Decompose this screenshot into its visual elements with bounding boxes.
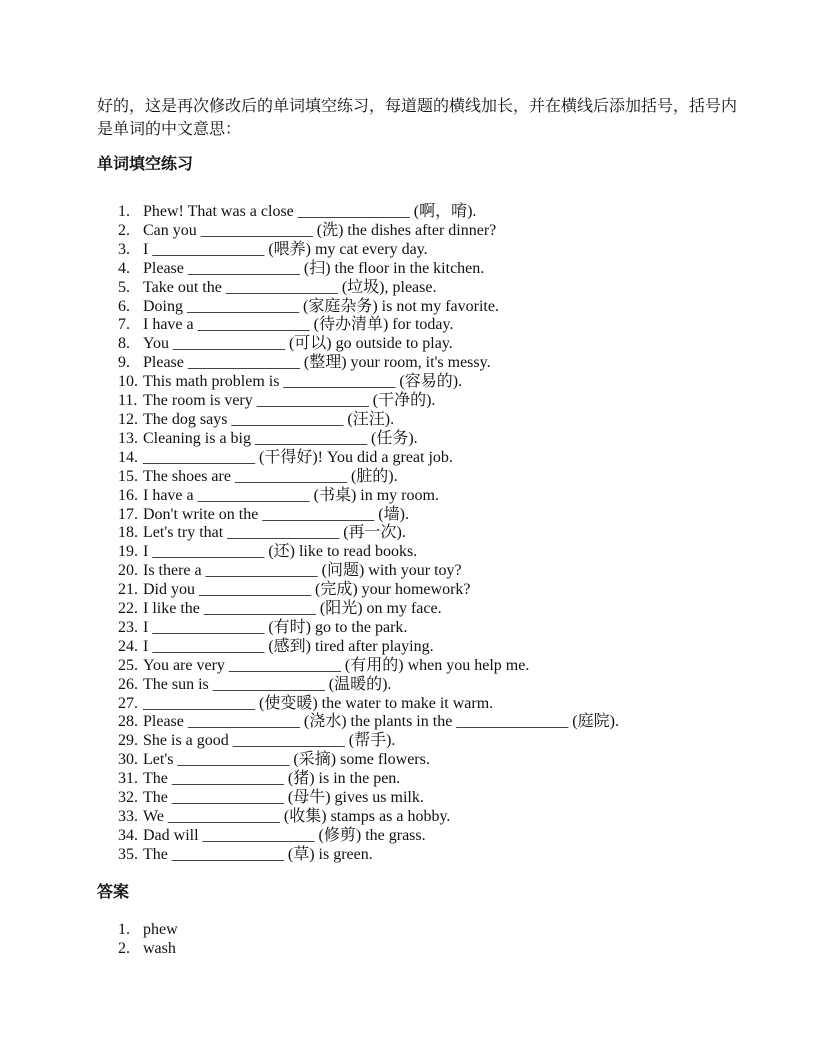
exercise-item [118,846,739,865]
item-text: ______________ (使变暖) the water to make it warm. [143,694,494,712]
exercise-item [118,619,739,638]
exercise-item [118,260,739,279]
exercise-item [118,411,739,430]
item-text: Please ______________ (扫) the floor in the kitchen. [143,259,485,277]
item-text: wash [143,939,176,957]
answer-item [118,921,739,940]
item-text: You ______________ (可以) go outside to play. [143,335,453,353]
exercise-item [118,487,739,506]
exercise-item [118,789,739,808]
item-number: 33. [118,808,138,825]
item-text: I ______________ (感到) tired after playing. [143,637,434,655]
item-text: Let's try that ______________ (再一次). [143,524,406,542]
exercise-item [118,770,739,789]
item-text: The ______________ (母牛) gives us milk. [143,789,424,807]
item-number: 22. [118,600,138,618]
exercise-item [118,241,739,260]
exercise-item [118,506,739,525]
exercise-item [118,827,739,846]
item-number: 32. [118,789,138,807]
item-text: Can you ______________ (洗) the dishes after dinner? [143,221,497,239]
exercise-item [118,335,739,354]
exercise-item [118,430,739,449]
item-number: 12. [118,410,138,428]
item-text: Don't write on the ______________ (墙). [143,505,409,523]
item-text: We ______________ (收集) stamps as a hobby. [143,808,451,825]
item-number: 30. [118,751,138,769]
item-number: 8. [118,335,130,353]
exercise-item [118,449,739,468]
exercise-item [118,392,739,411]
item-text: Doing ______________ (家庭杂务) is not my favorite. [143,297,499,315]
exercise-item [118,638,739,657]
item-number: 28. [118,713,138,731]
exercise-item [118,222,739,241]
item-text: The sun is ______________ (温暖的). [143,675,392,693]
item-number: 31. [118,770,138,788]
exercise-item [118,713,739,732]
item-number: 27. [118,694,138,712]
exercise-heading: 单词填空练习 [97,156,194,173]
item-number: 18. [118,524,138,542]
item-text: This math problem is ______________ (容易的). [143,373,463,391]
item-number: 5. [118,278,130,296]
item-number: 35. [118,845,138,863]
exercise-item [118,316,739,335]
exercise-item [118,751,739,770]
item-number: 24. [118,637,138,655]
item-number: 9. [118,354,130,372]
answers-heading: 答案 [97,883,130,901]
item-number: 14. [118,448,138,466]
item-text: I have a ______________ (书桌) in my room. [143,486,439,504]
item-text: Please ______________ (整理) your room, it's messy. [143,354,491,372]
item-number: 2. [118,939,130,957]
item-text: Cleaning is a big ______________ (任务). [143,429,418,447]
exercise-item [118,695,739,714]
item-text: The ______________ (猪) is in the pen. [143,770,401,788]
exercise-item [118,808,739,827]
item-text: Dad will ______________ (修剪) the grass. [143,826,426,844]
item-text: The shoes are ______________ (脏的). [143,467,398,485]
item-number: 1. [118,203,130,220]
exercise-item [118,524,739,543]
item-number: 19. [118,543,138,561]
item-text: Did you ______________ (完成) your homework? [143,581,471,599]
exercise-item [118,373,739,392]
item-number: 10. [118,373,138,391]
exercise-item [118,676,739,695]
exercise-item [118,543,739,562]
item-number: 3. [118,240,130,258]
exercise-item [118,279,739,298]
item-number: 11. [118,392,138,410]
item-number: 4. [118,259,130,277]
item-text: I like the ______________ (阳光) on my face. [143,600,442,618]
item-text: phew [143,920,178,938]
item-number: 16. [118,486,138,504]
item-text: I have a ______________ (待办清单) for today. [143,316,454,334]
exercise-item [118,468,739,487]
item-number: 21. [118,581,138,599]
item-text: Let's ______________ (采摘) some flowers. [143,751,430,769]
item-number: 26. [118,675,138,693]
item-text: She is a good ______________ (帮手). [143,732,396,750]
exercise-item [118,203,739,222]
item-text: The ______________ (草) is green. [143,845,373,863]
item-text: The dog says ______________ (汪汪). [143,410,395,428]
item-text: Please ______________ (浇水) the plants in the ______________ (庭院). [143,713,619,731]
item-text: I ______________ (喂养) my cat every day. [143,240,428,258]
item-number: 2. [118,221,130,239]
exercise-item [118,581,739,600]
item-text: The room is very ______________ (干净的). [143,392,436,410]
item-text: I ______________ (还) like to read books. [143,543,418,561]
item-number: 1. [118,920,130,938]
answers-list [118,921,739,959]
item-number: 13. [118,429,138,447]
item-text: ______________ (干得好)! You did a great job. [143,448,453,466]
item-number: 15. [118,467,138,485]
exercise-item [118,298,739,317]
item-text: You are very ______________ (有用的) when you help me. [143,656,530,674]
exercise-item [118,562,739,581]
item-number: 17. [118,505,138,523]
item-text: Phew! That was a close ______________ (啊，唷). [143,203,477,220]
item-number: 29. [118,732,138,750]
intro-paragraph: 好的，这是再次修改后的单词填空练习，每道题的横线加长，并在横线后添加括号，括号内是单词的中文意思： [97,98,738,138]
item-number: 23. [118,618,138,636]
answer-item [118,940,739,959]
item-number: 25. [118,656,138,674]
exercise-item [118,354,739,373]
exercise-list [118,203,739,865]
exercise-item [118,732,739,751]
item-text: Take out the ______________ (垃圾), please. [143,278,437,296]
item-number: 34. [118,826,138,844]
item-number: 6. [118,297,130,315]
exercise-item [118,657,739,676]
item-number: 7. [118,316,130,334]
item-text: Is there a ______________ (问题) with your toy? [143,562,462,580]
item-text: I ______________ (有时) go to the park. [143,618,408,636]
item-number: 20. [118,562,138,580]
exercise-item [118,600,739,619]
